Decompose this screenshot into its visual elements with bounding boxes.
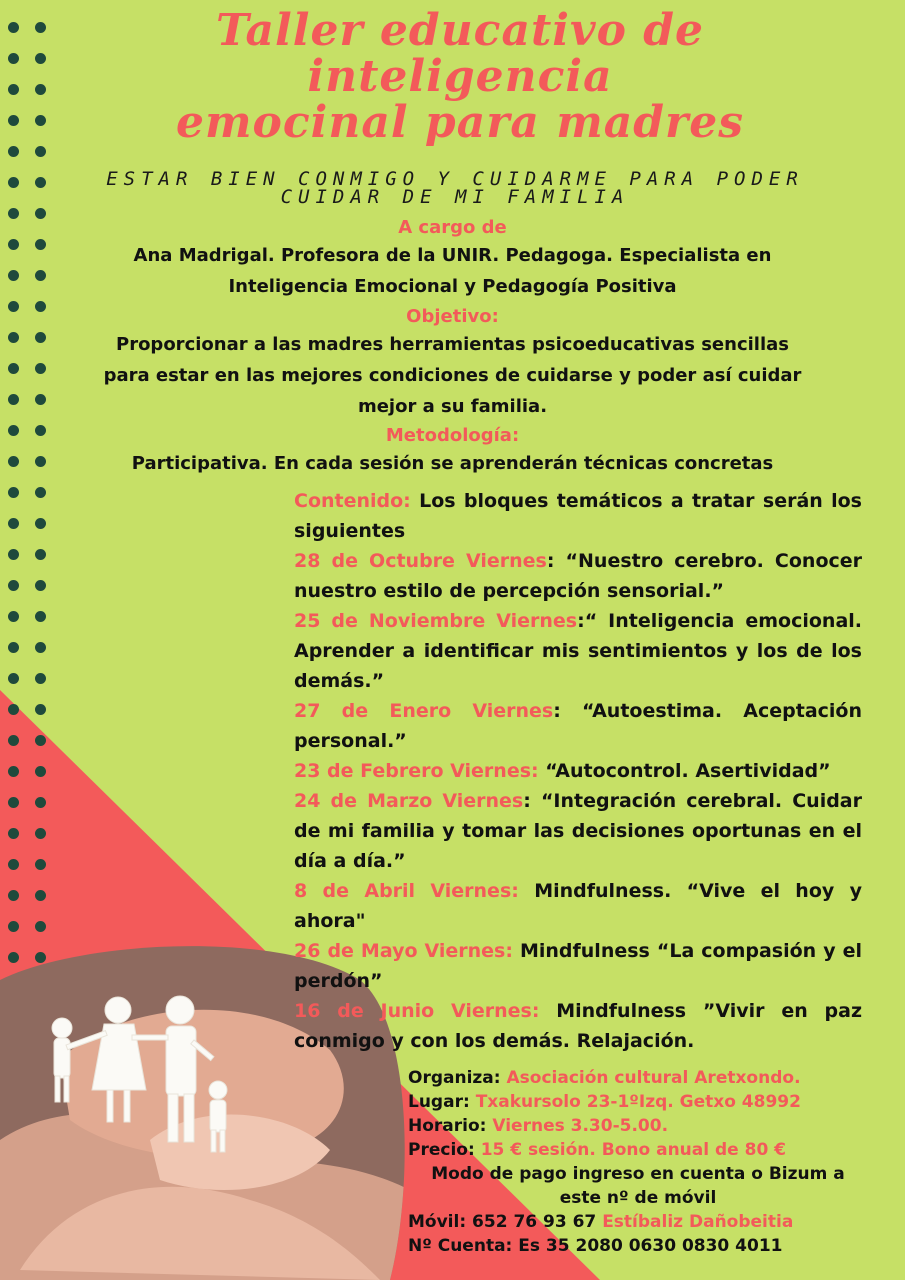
session-separator (513, 940, 520, 962)
dot-decoration (8, 53, 19, 64)
cargo-section (40, 216, 865, 302)
session-list (294, 546, 862, 1056)
contenido-paragraph (294, 486, 862, 546)
session-topic: “Integración cerebral. Cuidar de mi familia y tomar las decisiones oportunas en el día a día.” (294, 790, 863, 872)
session-date: 23 de Febrero Viernes: (294, 760, 539, 782)
session-item (294, 936, 862, 996)
horario-label: Horario: (408, 1116, 487, 1136)
movil-name: Estíbaliz Dañobeitia (602, 1212, 794, 1232)
dot-decoration (8, 425, 19, 436)
horario-row (408, 1114, 868, 1138)
session-item (294, 786, 862, 876)
session-topic: “Autocontrol. Asertividad” (545, 760, 831, 782)
cuenta-row: Nº Cuenta: Es 35 2080 0630 0830 4011 (408, 1236, 783, 1256)
page-title (80, 5, 840, 148)
session-topic: “ Inteligencia emocional. Aprender a identificar mis sentimientos y los de los demás.” (294, 610, 862, 692)
contenido-label: Contenido: (294, 490, 411, 512)
dot-decoration (8, 115, 19, 126)
dot-decoration (35, 828, 46, 839)
cargo-label: A cargo de (398, 217, 507, 238)
dot-decoration (35, 673, 46, 684)
dot-decoration (8, 301, 19, 312)
dot-decoration (8, 270, 19, 281)
metodologia-label: Metodología: (385, 425, 520, 446)
lugar-value: Txakursolo 23-1ºIzq. Getxo 48992 (475, 1092, 801, 1112)
objetivo-line-1: Proporcionar a las madres herramientas psicoeducativas sencillas (116, 334, 789, 355)
session-separator: : (577, 610, 585, 632)
session-separator (539, 1000, 556, 1022)
dot-decoration (8, 456, 19, 467)
dot-decoration (35, 84, 46, 95)
dot-decoration (8, 797, 19, 808)
dot-decoration (35, 921, 46, 932)
session-separator: : (546, 550, 566, 572)
session-date: 24 de Marzo Viernes (294, 790, 524, 812)
dot-decoration (8, 828, 19, 839)
dot-decoration (35, 487, 46, 498)
objetivo-label: Objetivo: (406, 306, 499, 327)
session-item (294, 546, 862, 606)
session-item (294, 876, 862, 936)
precio-row (408, 1138, 868, 1162)
session-topic: “Nuestro cerebro. Conocer nuestro estilo de percepción sensorial.” (294, 550, 863, 602)
title-line-2: emocinal para madres (175, 97, 744, 148)
session-topic: Mindfulness. “Vive el hoy y ahora" (294, 880, 862, 932)
objetivo-line-3: mejor a su familia. (357, 396, 548, 417)
dot-decoration (35, 704, 46, 715)
dot-decoration (35, 797, 46, 808)
session-date: 28 de Octubre Viernes (294, 550, 547, 572)
dot-decoration (8, 239, 19, 250)
dot-decoration (8, 766, 19, 777)
objetivo-section (40, 305, 865, 422)
metodologia-text: Participativa. En cada sesión se aprenderán técnicas concretas (131, 453, 774, 474)
title-line-1: Taller educativo de inteligencia (215, 5, 705, 102)
dot-decoration (8, 177, 19, 188)
organiza-row (408, 1066, 868, 1090)
dot-decoration (8, 890, 19, 901)
session-date: 16 de Junio Viernes: (294, 1000, 540, 1022)
dot-decoration (8, 735, 19, 746)
dot-decoration (8, 208, 19, 219)
objetivo-line-2: para estar en las mejores condiciones de cuidarse y poder así cuidar (103, 365, 802, 386)
subtitle-line-1: ESTAR BIEN CONMIGO Y CUIDARME PARA PODER (106, 168, 804, 190)
dot-decoration (35, 580, 46, 591)
dot-decoration (35, 611, 46, 622)
dot-decoration (8, 394, 19, 405)
dot-decoration (8, 549, 19, 560)
session-item (294, 606, 862, 696)
info-block (408, 1066, 868, 1258)
dot-decoration (8, 704, 19, 715)
session-separator (519, 880, 534, 902)
dot-decoration (35, 642, 46, 653)
dot-decoration (8, 642, 19, 653)
organiza-value: Asociación cultural Aretxondo. (506, 1068, 801, 1088)
session-date: 26 de Mayo Viernes: (294, 940, 513, 962)
dot-decoration (35, 859, 46, 870)
dot-decoration (8, 363, 19, 374)
lugar-row (408, 1090, 868, 1114)
dot-decoration (35, 890, 46, 901)
session-topic: “Autoestima. Aceptación personal.” (294, 700, 862, 752)
subtitle (70, 170, 840, 206)
dot-decoration (35, 22, 46, 33)
movil-row (408, 1210, 868, 1234)
dot-decoration (8, 673, 19, 684)
dot-decoration (8, 921, 19, 932)
precio-label: Precio: (408, 1140, 475, 1160)
dot-decoration (8, 518, 19, 529)
contenido-text: Los bloques temáticos a tratar serán los siguientes (294, 490, 862, 542)
lugar-label: Lugar: (408, 1092, 470, 1112)
schedule-section (294, 486, 862, 1056)
dot-decoration (35, 177, 46, 188)
dot-decoration (35, 518, 46, 529)
session-separator: : (523, 790, 541, 812)
dot-decoration (35, 735, 46, 746)
dot-decoration (8, 84, 19, 95)
dot-decoration (8, 487, 19, 498)
movil-label: Móvil: 652 76 93 67 (408, 1212, 597, 1232)
session-date: 8 de Abril Viernes: (294, 880, 519, 902)
session-date: 27 de Enero Viernes (294, 700, 554, 722)
pago-line-1: Modo de pago ingreso en cuenta o Bizum a (431, 1164, 845, 1184)
dot-decoration (8, 332, 19, 343)
metodologia-section (40, 424, 865, 479)
pago-line-2: este nº de móvil (559, 1188, 717, 1208)
dot-decoration (35, 115, 46, 126)
session-topic: Mindfulness “La compasión y el perdón” (294, 940, 862, 992)
precio-value: 15 € sesión. Bono anual de 80 € (480, 1140, 787, 1160)
subtitle-line-2: CUIDAR DE MI FAMILIA (280, 186, 630, 208)
cargo-line-2: Inteligencia Emocional y Pedagogía Positiva (228, 276, 677, 297)
session-item (294, 756, 862, 786)
dot-decoration (35, 53, 46, 64)
cargo-line-1: Ana Madrigal. Profesora de la UNIR. Pedagoga. Especialista en (133, 245, 772, 266)
session-topic: Mindfulness ”Vivir en paz conmigo y con los demás. Relajación. (294, 1000, 863, 1052)
dot-decoration (35, 766, 46, 777)
session-date: 25 de Noviembre Viernes (294, 610, 578, 632)
session-item (294, 696, 862, 756)
dot-decoration (8, 859, 19, 870)
session-separator: : (553, 700, 583, 722)
dot-decoration (8, 146, 19, 157)
organiza-label: Organiza: (408, 1068, 501, 1088)
session-item (294, 996, 862, 1056)
dot-decoration (8, 611, 19, 622)
dot-decoration (35, 146, 46, 157)
horario-value: Viernes 3.30-5.00. (492, 1116, 669, 1136)
dot-decoration (8, 580, 19, 591)
dot-decoration (8, 22, 19, 33)
dot-decoration (35, 549, 46, 560)
